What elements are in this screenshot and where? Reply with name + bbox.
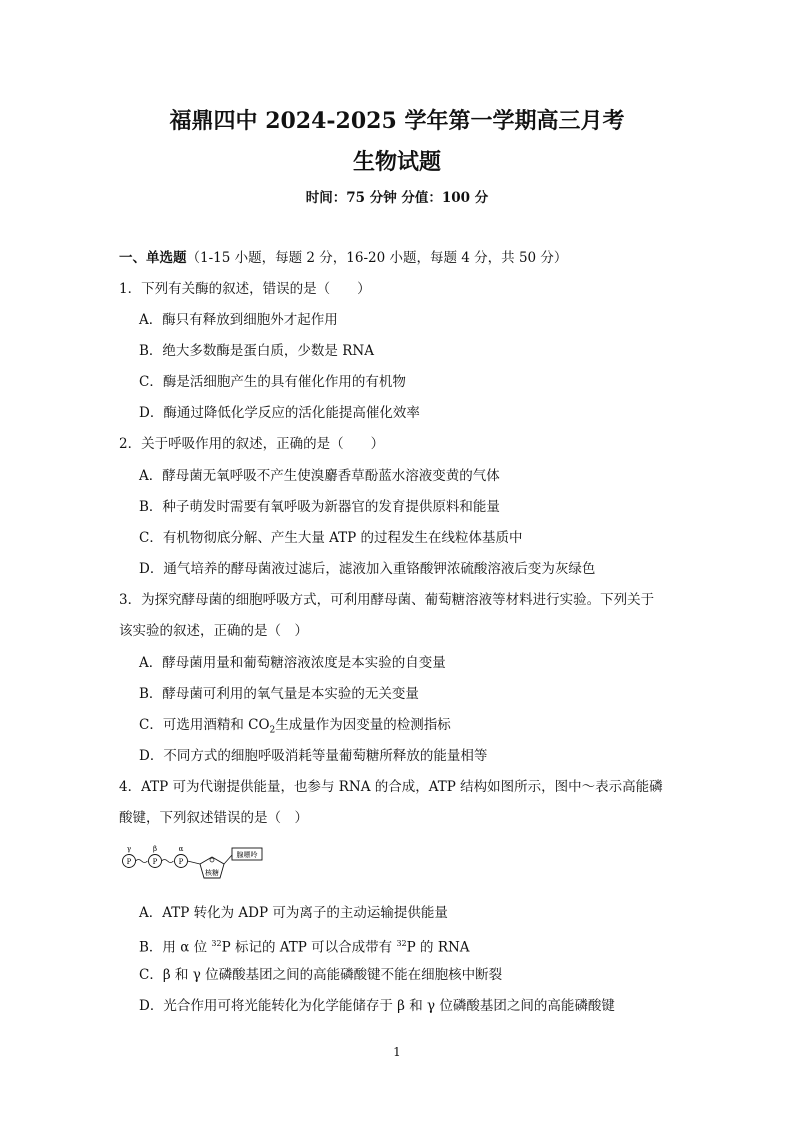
section-label: 一、单选题 (119, 250, 187, 266)
q3-option-c-text: C．可选用酒精和 CO (139, 717, 270, 733)
ring-oxygen (210, 858, 214, 862)
q2-option-c: C．有机物彻底分解、产生大量 ATP 的过程发生在线粒体基质中 (139, 530, 523, 546)
q4-option-d: D．光合作用可将光能转化为化学能储存于 β 和 γ 位磷酸基团之间的高能磷酸键 (139, 998, 615, 1014)
adenine-label: 腺嘌呤 (236, 851, 258, 859)
q2-stem: 2．关于呼吸作用的叙述，正确的是（ ） (119, 436, 385, 452)
ester-bond (188, 861, 201, 864)
isotope-superscript-2: 32 (396, 939, 407, 948)
q3-stem-line2: 该实验的叙述，正确的是（ ） (119, 623, 308, 639)
section-heading (119, 249, 567, 267)
q2-option-b: B．种子萌发时需要有氧呼吸为新器官的发育提供原料和能量 (139, 499, 500, 515)
q4-option-b-text: B．用 α 位 (139, 939, 212, 956)
exam-title: 福鼎四中 2024-2025 学年第一学期高三月考 (169, 108, 625, 134)
subject-title: 生物试题 (352, 149, 441, 175)
time-score-info: 时间：75 分钟 分值：100 分 (305, 190, 489, 206)
p-label-gamma: P (126, 858, 132, 866)
q4-option-a: A．ATP 转化为 ADP 可为离子的主动运输提供能量 (139, 905, 448, 921)
p-label-beta: P (152, 858, 158, 866)
q3-option-b: B．酵母菌可利用的氧气量是本实验的无关变量 (139, 686, 419, 702)
gamma-label: γ (126, 845, 132, 853)
q2-option-d: D．通气培养的酵母菌液过滤后，滤液加入重铬酸钾浓硫酸溶液后变为灰绿色 (139, 561, 596, 577)
q4-option-b (139, 935, 470, 957)
co2-subscript: 2 (269, 725, 276, 736)
beta-label: β (152, 845, 158, 853)
q1-option-c: C．酶是活细胞产生的具有催化作用的有机物 (139, 374, 406, 390)
q4-option-b-mid: P 标记的 ATP 可以合成带有 (221, 939, 397, 956)
alpha-label: α (178, 845, 184, 853)
q4-stem-line2: 酸键，下列叙述错误的是（ ） (119, 810, 308, 826)
atp-structure-diagram (118, 842, 278, 886)
q4-option-b-tail: P 的 RNA (406, 939, 470, 956)
q3-option-c (139, 716, 451, 740)
q1-option-d: D．酶通过降低化学反应的活化能提高催化效率 (139, 405, 420, 421)
q2-option-a: A．酵母菌无氧呼吸不产生使溴麝香草酚蓝水溶液变黄的气体 (139, 468, 500, 484)
q3-option-a: A．酵母菌用量和葡萄糖溶液浓度是本实验的自变量 (139, 655, 446, 671)
glycosidic-bond (224, 855, 232, 864)
isotope-superscript-1: 32 (211, 939, 222, 948)
q4-stem-line1: 4．ATP 可为代谢提供能量，也参与 RNA 的合成，ATP 结构如图所示，图中～表示高能磷 (119, 779, 663, 795)
q1-option-b: B．绝大多数酶是蛋白质，少数是 RNA (139, 343, 374, 359)
p-label-alpha: P (178, 858, 184, 866)
q3-option-c-tail: 生成量作为因变量的检测指标 (275, 717, 451, 733)
high-energy-bond-2 (162, 860, 174, 863)
q1-stem: 1．下列有关酶的叙述，错误的是（ ） (119, 281, 371, 297)
q4-option-c: C．β 和 γ 位磷酸基团之间的高能磷酸键不能在细胞核中断裂 (139, 967, 503, 983)
high-energy-bond-1 (136, 860, 148, 863)
q1-option-a: A．酶只有释放到细胞外才起作用 (139, 312, 338, 328)
section-note: （1-15 小题，每题 2 分，16-20 小题，每题 4 分，共 50 分） (186, 250, 568, 266)
ribose-label: 核糖 (205, 869, 219, 877)
q3-stem-line1: 3．为探究酵母菌的细胞呼吸方式，可利用酵母菌、葡萄糖溶液等材料进行实验。下列关于 (119, 592, 655, 608)
q3-option-d: D．不同方式的细胞呼吸消耗等量葡萄糖所释放的能量相等 (139, 748, 488, 764)
page-number: 1 (393, 1045, 401, 1059)
